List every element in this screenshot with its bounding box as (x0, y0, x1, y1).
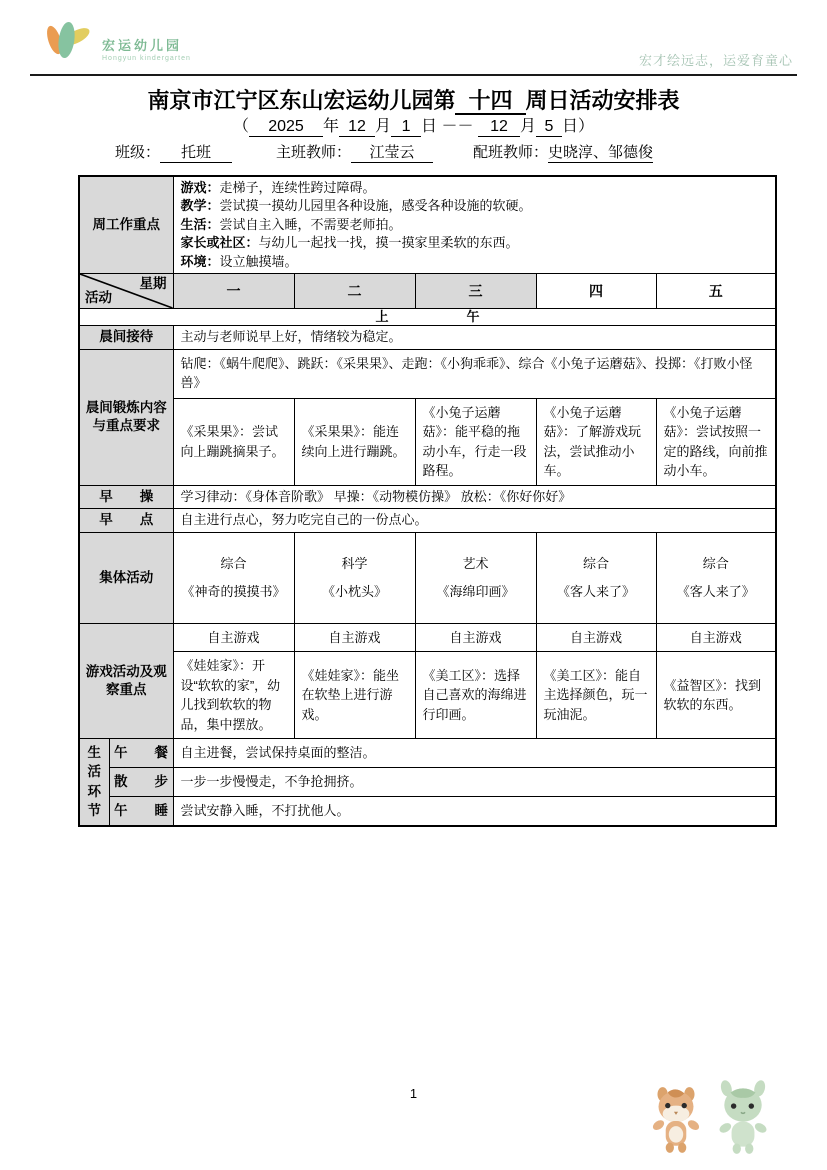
free-play-fri: 自主游戏 (656, 623, 776, 652)
date-dash: －－ (441, 118, 474, 135)
logo-mark-icon (44, 16, 96, 64)
label-week-focus: 周工作重点 (79, 176, 173, 274)
month-unit-2: 月 (519, 118, 536, 135)
row-exercise-summary (79, 349, 776, 398)
assist-teacher-label: 配班教师： (473, 144, 549, 161)
focus-tag: 游戏： (180, 180, 220, 195)
label-morning-training: 晨间锻炼内容与重点要求 (79, 349, 173, 485)
date-close: 日） (561, 118, 594, 135)
games-cell-wed: 《美工区》：选择自己喜欢的海绵进行印画。 (415, 652, 536, 739)
row-reception (79, 326, 776, 349)
logo-name-cn: 宏运幼儿园 (102, 38, 183, 53)
day-col-thu: 四 (536, 274, 656, 309)
group-cell-mon: 综合 《神奇的摸摸书》 (173, 532, 294, 623)
day-col-wed: 三 (415, 274, 536, 309)
label-nap: 午 睡 (109, 797, 173, 826)
label-games-observation: 游戏活动及观察重点 (79, 623, 173, 739)
label-morning-exercise: 早 操 (79, 485, 173, 508)
day-unit-1: 日 (421, 118, 438, 135)
label-snack: 早 点 (79, 509, 173, 532)
free-play-mon: 自主游戏 (173, 623, 294, 652)
year-unit: 年 (323, 118, 340, 135)
start-day-blank: 1 (391, 118, 421, 137)
lead-teacher-value: 江莹云 (351, 141, 433, 163)
row-day-header (79, 274, 776, 309)
day-col-fri: 五 (656, 274, 776, 309)
focus-tag: 生活： (180, 216, 220, 232)
exercise-cell-thu: 《小兔子运蘑菇》：了解游戏玩法，尝试推动小车。 (536, 398, 656, 485)
month-unit-1: 月 (375, 118, 392, 135)
snack-content: 自主进行点心，努力吃完自己的一份点心。 (173, 509, 776, 532)
end-month-blank: 12 (478, 118, 520, 137)
exercise-summary: 钻爬：《蜗牛爬爬》、跳跃：《采果果》、走跑：《小狗乖乖》、综合《小兔子运蘑菇》、投掷：《打败小怪兽》 (173, 349, 776, 398)
group-cell-fri: 综合 《客人来了》 (656, 532, 776, 623)
row-walk (79, 768, 776, 797)
exercise-cell-tue: 《采果果》：能连续向上进行蹦跳。 (294, 398, 415, 485)
week-focus-content (173, 176, 776, 274)
page-title (0, 84, 827, 115)
group-cell-tue: 科学 《小枕头》 (294, 532, 415, 623)
corner-activity-label: 活动 (85, 290, 112, 306)
row-nap (79, 797, 776, 826)
date-open: （ (232, 118, 249, 135)
focus-text: 走梯子，连续性跨过障碍。 (219, 180, 376, 195)
class-info-line (115, 141, 653, 163)
session-morning-banner: 上 午 (79, 309, 776, 326)
focus-text: 与幼儿一起找一找，摸一摸家里柔软的东西。 (258, 235, 519, 251)
mascot-illustrations (645, 1078, 775, 1156)
title-prefix: 南京市江宁区东山宏运幼儿园第 (147, 88, 456, 113)
games-cell-fri: 《益智区》：找到软软的东西。 (656, 652, 776, 739)
row-session (79, 309, 776, 326)
label-lunch: 午 餐 (109, 739, 173, 768)
games-cell-tue: 《娃娃家》：能坐在软垫上进行游戏。 (294, 652, 415, 739)
day-col-tue: 二 (294, 274, 415, 309)
label-walk: 散 步 (109, 768, 173, 797)
row-free-play (79, 623, 776, 652)
row-snack (79, 509, 776, 532)
exercise-cell-wed: 《小兔子运蘑菇》：能平稳的拖动小车，行走一段路程。 (415, 398, 536, 485)
start-month-blank: 12 (339, 118, 375, 137)
row-exercise-detail (79, 398, 776, 485)
schedule-table (78, 175, 777, 827)
row-morning-exercise (79, 485, 776, 508)
header-divider (30, 74, 797, 76)
class-value: 托班 (160, 141, 232, 163)
slogan-text: 宏才绘远志，运爱育童心 (638, 53, 793, 68)
label-group-activity: 集体活动 (79, 532, 173, 623)
row-group-activity (79, 532, 776, 623)
bunny-mascot-icon (711, 1078, 775, 1156)
free-play-tue: 自主游戏 (294, 623, 415, 652)
assist-teacher-value: 史晓淳、邹德俊 (548, 141, 653, 163)
row-games-detail (79, 652, 776, 739)
focus-tag: 家长或社区： (180, 235, 259, 251)
lead-teacher-label: 主班教师： (276, 144, 352, 161)
date-range-line (0, 113, 827, 137)
corner-cell (79, 274, 173, 309)
logo-name-en: Hongyun kindergarten (102, 55, 191, 62)
title-suffix: 周日活动安排表 (525, 88, 680, 113)
reception-content: 主动与老师说早上好，情绪较为稳定。 (173, 326, 776, 349)
label-life-section: 生活环节 (79, 739, 109, 826)
focus-tag: 环境： (180, 253, 220, 269)
focus-text: 尝试自主入睡，不需要老师拍。 (219, 216, 402, 232)
exercise-cell-mon: 《采果果》：尝试向上蹦跳摘果子。 (173, 398, 294, 485)
exercise-cell-fri: 《小兔子运蘑菇》：尝试按照一定的路线，向前推动小车。 (656, 398, 776, 485)
row-week-focus (79, 176, 776, 274)
morning-exercise-content: 学习律动：《身体音阶歌》 早操：《动物模仿操》 放松：《你好你好》 (173, 485, 776, 508)
week-number-blank: 十四 (455, 88, 525, 115)
free-play-thu: 自主游戏 (536, 623, 656, 652)
day-col-mon: 一 (173, 274, 294, 309)
class-label: 班级： (115, 144, 161, 161)
kindergarten-logo (44, 16, 191, 64)
group-cell-wed: 艺术 《海绵印画》 (415, 532, 536, 623)
games-cell-thu: 《美工区》：能自主选择颜色，玩一玩油泥。 (536, 652, 656, 739)
group-cell-thu: 综合 《客人来了》 (536, 532, 656, 623)
page-number: 1 (409, 1086, 418, 1101)
squirrel-mascot-icon (645, 1084, 707, 1156)
row-lunch (79, 739, 776, 768)
end-day-blank: 5 (536, 118, 562, 137)
year-blank: 2025 (249, 118, 323, 137)
games-cell-mon: 《娃娃家》：开设“软软的家”，幼儿找到软软的物品，集中摆放。 (173, 652, 294, 739)
nap-content: 尝试安静入睡，不打扰他人。 (173, 797, 776, 826)
label-reception: 晨间接待 (79, 326, 173, 349)
lunch-content: 自主进餐，尝试保持桌面的整洁。 (173, 739, 776, 768)
corner-weekday-label: 星期 (139, 276, 167, 292)
focus-text: 设立触摸墙。 (219, 253, 298, 269)
focus-tag: 教学： (180, 198, 220, 214)
walk-content: 一步一步慢慢走，不争抢拥挤。 (173, 768, 776, 797)
focus-text: 尝试摸一摸幼儿园里各种设施，感受各种设施的软硬。 (219, 198, 532, 214)
free-play-wed: 自主游戏 (415, 623, 536, 652)
